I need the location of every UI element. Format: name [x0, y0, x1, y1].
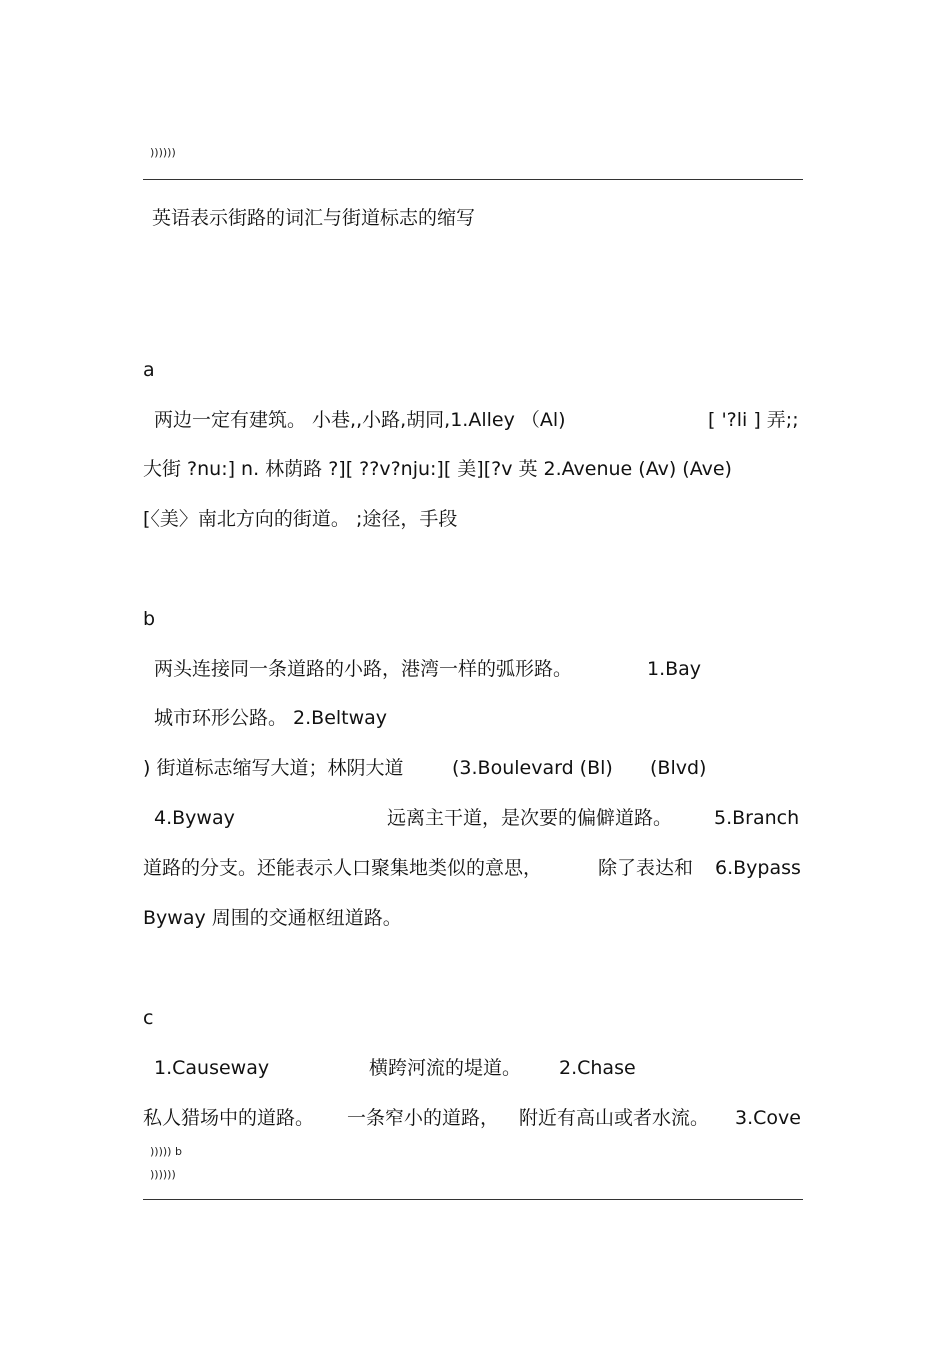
document-title: 英语表示街路的词汇与街道标志的缩写 — [152, 207, 476, 229]
section-b-line3-text: ) 街道标志缩写大道；林阴大道 — [143, 757, 404, 779]
section-a-line3: [〈美〉南北方向的街道。 ;途径，手段 — [143, 508, 458, 530]
section-a-line2: 大街 ?nu:] n. 林荫路 ?][ ??v?nju:][ 美][?v 英 2.Avenue (Av) (Ave) — [143, 458, 732, 480]
section-b-line5-text2: 除了表达和 — [598, 857, 694, 879]
footer-mark-2: )))))) — [150, 1168, 176, 1181]
section-c-line1-term2: 2.Chase — [559, 1057, 636, 1079]
section-c-line2-term: 3.Cove — [735, 1107, 801, 1129]
section-letter-c: c — [143, 1007, 154, 1029]
section-b-line1-term: 1.Bay — [647, 658, 702, 680]
section-letter-b: b — [143, 608, 156, 630]
section-letter-a: a — [143, 359, 155, 381]
section-c-line2-text: 私人猎场中的道路。 — [143, 1107, 315, 1129]
section-c-line2-text2: 一条窄小的道路， — [347, 1107, 500, 1129]
section-b-line4-term: 4.Byway — [154, 807, 235, 829]
section-c-line2-text3: 附近有高山或者水流。 — [519, 1107, 710, 1129]
header-mark: )))))) — [150, 146, 176, 159]
header-rule — [143, 179, 803, 180]
section-c-line1-term: 1.Causeway — [154, 1057, 270, 1079]
section-b-line4-text: 远离主干道，是次要的偏僻道路。 — [387, 807, 673, 829]
section-b-line2: 城市环形公路。 2.Beltway — [154, 707, 388, 729]
section-b-line1-text: 两头连接同一条道路的小路，港湾一样的弧形路。 — [154, 658, 573, 680]
section-c-line1-text: 横跨河流的堤道。 — [369, 1057, 522, 1079]
section-a-line1-text: 两边一定有建筑。 小巷,,小路,胡同,1.Alley （Al) — [154, 409, 566, 431]
footer-rule — [143, 1199, 803, 1200]
section-b-line5-term: 6.Bypass — [715, 857, 801, 879]
footer-mark: ))))) b — [150, 1145, 182, 1158]
section-b-line3-term: (3.Boulevard (Bl) — [452, 757, 613, 779]
section-b-line4-term2: 5.Branch — [714, 807, 800, 829]
section-b-line6: Byway 周围的交通枢纽道路。 — [143, 907, 402, 929]
section-b-line5-text: 道路的分支。还能表示人口聚集地类似的意思， — [143, 857, 543, 879]
section-b-line3-abbr: (Blvd) — [650, 757, 707, 779]
section-a-line1-phonetic: [ '?li ] 弄;; — [708, 409, 799, 431]
